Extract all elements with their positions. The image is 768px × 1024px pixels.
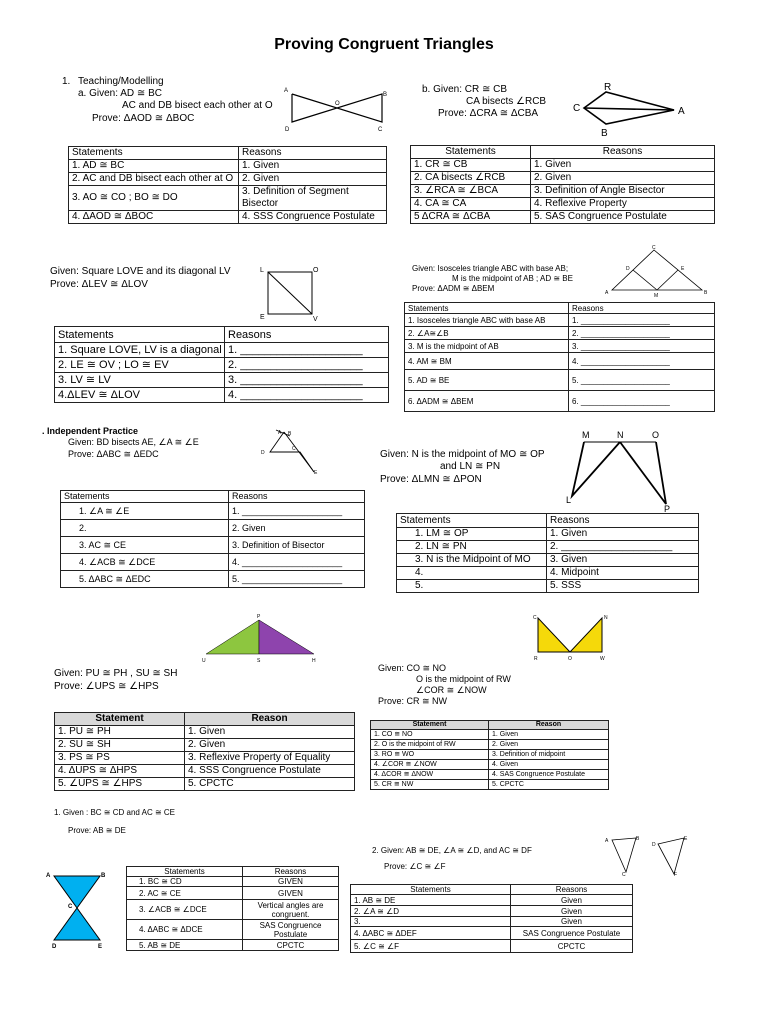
p1-fig-label-a: A — [284, 88, 289, 94]
p2-fig-label-a: A — [678, 106, 685, 117]
p10-reason: Given — [511, 895, 633, 906]
p4-fig-label-a: A — [605, 290, 609, 296]
p6-figure-two-triangles — [562, 428, 678, 512]
p10-fig-label-a: A — [605, 838, 609, 844]
p9-fig-label-e: E — [98, 944, 103, 950]
p8-given-2: O is the midpoint of RW — [416, 674, 511, 684]
p2-fig-label-b: B — [601, 128, 608, 138]
p5-fig-label-c: C — [292, 446, 296, 452]
p1-statement: 4. ΔAOD ≅ ΔBOC — [69, 211, 239, 224]
p6-statement: 5. — [397, 580, 547, 593]
p8-statement: 2. O is the midpoint of RW — [371, 740, 489, 750]
p5-statement: 5. ΔABC ≅ ΔEDC — [61, 571, 229, 588]
p4-fig-label-d: D — [626, 266, 630, 272]
p8-fig-label-r: R — [534, 656, 538, 662]
p2-statement: 4. CA ≅ CA — [411, 198, 531, 211]
p4-proof-table — [404, 302, 715, 412]
p1-figure-bowtie — [284, 84, 390, 132]
p9-given: 1. Given : BC ≅ CD and AC ≅ CE — [54, 808, 176, 817]
p7-fig-label-s: S — [257, 658, 261, 664]
p10-reason: SAS Congruence Postulate — [511, 927, 633, 940]
p4-given-2: M is the midpoint of AB ; AD ≅ BE — [452, 274, 573, 283]
p5-statement: 4. ∠ACB ≅ ∠DCE — [61, 554, 229, 571]
p1-header-reasons: Reasons — [239, 147, 387, 160]
p8-reason: 4. SAS Congruence Postulate — [489, 770, 609, 780]
p7-statement: 2. SU ≅ SH — [55, 739, 185, 752]
p1-fig-label-d: D — [285, 127, 290, 132]
p7-figure-colored-triangles — [196, 612, 326, 664]
p10-fig-label-d: D — [652, 842, 656, 848]
p6-statement: 3. N is the Midpoint of MO — [397, 554, 547, 567]
p9-header-statements: Statements — [127, 867, 243, 877]
p5-fig-label-a: A — [278, 430, 282, 436]
p10-reason: Given — [511, 917, 633, 927]
p1-heading: Teaching/Modelling — [78, 76, 164, 87]
p4-statement: 5. AD ≅ BE — [405, 370, 569, 391]
p9-reason: Vertical angles are congruent. — [243, 900, 339, 920]
p6-header-statements: Statements — [397, 514, 547, 528]
p6-statement: 1. LM ≅ OP — [397, 528, 547, 541]
p9-proof-table — [126, 866, 339, 951]
p1-fig-label-b: B — [383, 92, 388, 98]
p4-statement: 4. AM ≅ BM — [405, 353, 569, 370]
p1-number: 1. — [62, 76, 71, 87]
p5-reason: 3. Definition of Bisector — [229, 537, 365, 554]
p2-header-statements: Statements — [411, 146, 531, 159]
p3-prove: Prove: ΔLEV ≅ ΔLOV — [50, 279, 148, 290]
p7-reason: 1. Given — [185, 726, 355, 739]
p9-figure-hourglass — [44, 868, 110, 950]
p6-reason: 2. ____________________ — [547, 541, 699, 554]
p8-fig-label-o: O — [568, 656, 572, 662]
p3-statement: 4.ΔLEV ≅ ΔLOV — [55, 388, 225, 403]
p2-prove: Prove: ΔCRA ≅ ΔCBA — [438, 108, 539, 119]
p5-statement: 3. AC ≅ CE — [61, 537, 229, 554]
p2-reason: 2. Given — [531, 172, 715, 185]
p4-prove: Prove: ΔADM ≅ ΔBEM — [412, 284, 495, 293]
p1-statement: 1. AD ≅ BC — [69, 160, 239, 173]
p2-header-reasons: Reasons — [531, 146, 715, 159]
p9-reason: CPCTC — [243, 940, 339, 951]
p10-header-statements: Statements — [351, 885, 511, 895]
p9-reason: GIVEN — [243, 887, 339, 900]
p6-prove: Prove: ΔLMN ≅ ΔPON — [380, 474, 482, 485]
p7-header-statement: Statement — [55, 713, 185, 726]
p4-fig-label-c: C — [652, 245, 656, 251]
p5-fig-label-e: E — [314, 470, 318, 476]
p3-header-reasons: Reasons — [225, 327, 389, 343]
p4-fig-label-e: E — [681, 266, 685, 272]
p9-fig-label-a: A — [46, 873, 51, 879]
p3-header-statements: Statements — [55, 327, 225, 343]
p2-reason: 1. Given — [531, 159, 715, 172]
p10-reason: Given — [511, 906, 633, 917]
p1-reason: 3. Definition of Segment Bisector — [239, 186, 387, 211]
p7-proof-table — [54, 712, 355, 791]
p4-reason: 3. ____________________ — [569, 340, 715, 353]
p10-given: 2. Given: AB ≅ DE, ∠A ≅ ∠D, and AC ≅ DF — [372, 846, 532, 855]
p8-reason: 1. Given — [489, 730, 609, 740]
p4-statement: 2. ∠A≅∠B — [405, 327, 569, 340]
p4-reason: 2. ____________________ — [569, 327, 715, 340]
p6-header-reasons: Reasons — [547, 514, 699, 528]
p6-given-1: Given: N is the midpoint of MO ≅ OP — [380, 449, 545, 460]
p4-given-1: Given: Isosceles triangle ABC with base AB; — [412, 264, 569, 273]
p6-reason: 3. Given — [547, 554, 699, 567]
p3-figure-square — [258, 264, 322, 322]
p8-header-reason: Reason — [489, 721, 609, 730]
p4-statement: 6. ΔADM ≅ ΔBEM — [405, 391, 569, 412]
p2-statement: 1. CR ≅ CB — [411, 159, 531, 172]
p6-given-2: and LN ≅ PN — [440, 461, 501, 472]
p6-fig-label-p: P — [664, 504, 671, 512]
p8-fig-label-w: W — [600, 656, 605, 662]
p9-statement: 5. AB ≅ DE — [127, 940, 243, 951]
p5-reason: 5. ____________________ — [229, 571, 365, 588]
p3-fig-label-e: E — [260, 314, 265, 321]
p9-statement: 4. ΔABC ≅ ΔDCE — [127, 920, 243, 940]
p9-fig-label-b: B — [101, 873, 106, 879]
p2-statement: 5 ΔCRA ≅ ΔCBA — [411, 211, 531, 224]
p9-reason: GIVEN — [243, 877, 339, 887]
p1-reason: 1. Given — [239, 160, 387, 173]
p5-header-reasons: Reasons — [229, 491, 365, 503]
p2-statement: 3. ∠RCA ≅ ∠BCA — [411, 185, 531, 198]
p5-reason: 1. ____________________ — [229, 503, 365, 520]
p5-reason: 2. Given — [229, 520, 365, 537]
p6-fig-label-o: O — [652, 430, 660, 440]
p8-statement: 1. CO ≅ NO — [371, 730, 489, 740]
p10-fig-label-e: E — [684, 836, 688, 842]
p9-statement: 3. ∠ACB ≅ ∠DCE — [127, 900, 243, 920]
p8-header-statement: Statement — [371, 721, 489, 730]
p3-reason: 4. ____________________ — [225, 388, 389, 403]
p5-proof-table — [60, 490, 365, 588]
p7-given: Given: PU ≅ PH , SU ≅ SH — [54, 668, 178, 679]
p4-header-statements: Statements — [405, 303, 569, 314]
p7-statement: 1. PU ≅ PH — [55, 726, 185, 739]
p7-fig-label-u: U — [202, 658, 206, 664]
p2-reason: 3. Definition of Angle Bisector — [531, 185, 715, 198]
p3-statement: 3. LV ≅ LV — [55, 373, 225, 388]
p2-given-1: b. Given: CR ≅ CB — [422, 84, 508, 95]
p1-reason: 4. SSS Congruence Postulate — [239, 211, 387, 224]
p10-header-reasons: Reasons — [511, 885, 633, 895]
p3-given: Given: Square LOVE and its diagonal LV — [50, 266, 231, 277]
p7-reason: 3. Reflexive Property of Equality — [185, 752, 355, 765]
p10-fig-label-c: C — [622, 872, 626, 876]
p8-fig-label-c: C — [533, 615, 537, 621]
p6-statement: 4. — [397, 567, 547, 580]
p1-given-2: AC and DB bisect each other at O — [122, 100, 273, 111]
p10-statement: 5. ∠C ≅ ∠F — [351, 940, 511, 953]
p5-statement: 2. — [61, 520, 229, 537]
p8-statement: 3. RO ≅ WO — [371, 750, 489, 760]
p2-figure-kite — [568, 80, 692, 138]
p9-header-reasons: Reasons — [243, 867, 339, 877]
p3-fig-label-v: V — [313, 316, 318, 322]
p7-reason: 4. SSS Congruence Postulate — [185, 765, 355, 778]
p7-header-reason: Reason — [185, 713, 355, 726]
p6-reason: 5. SSS — [547, 580, 699, 593]
p8-statement: 4. ΔCOR ≅ ΔNOW — [371, 770, 489, 780]
p4-reason: 4. ____________________ — [569, 353, 715, 370]
p8-statement: 5. CR ≅ NW — [371, 780, 489, 790]
p3-reason: 1. ____________________ — [225, 343, 389, 358]
p5-fig-label-b: B — [288, 431, 292, 437]
p5-statement: 1. ∠A ≅ ∠E — [61, 503, 229, 520]
p3-statement: 1. Square LOVE, LV is a diagonal — [55, 343, 225, 358]
p9-fig-label-c: C — [68, 904, 73, 910]
p1-reason: 2. Given — [239, 173, 387, 186]
p1-proof-table — [68, 146, 387, 224]
p7-reason: 5. CPCTC — [185, 778, 355, 791]
p2-reason: 4. Reflexive Property — [531, 198, 715, 211]
p9-reason: SAS Congruence Postulate — [243, 920, 339, 940]
p6-reason: 1. Given — [547, 528, 699, 541]
p9-statement: 1. BC ≅ CD — [127, 877, 243, 887]
p9-fig-label-d: D — [52, 944, 57, 950]
p3-reason: 3. ____________________ — [225, 373, 389, 388]
p8-prove: Prove: CR ≅ NW — [378, 696, 448, 706]
p5-fig-label-d: D — [261, 450, 265, 456]
p10-statement: 2. ∠A ≅ ∠D — [351, 906, 511, 917]
p4-statement: 1. Isosceles triangle ABC with base AB — [405, 314, 569, 327]
p8-reason: 3. Definition of midpoint — [489, 750, 609, 760]
p2-statement: 2. CA bisects ∠RCB — [411, 172, 531, 185]
p10-fig-label-f: F — [674, 872, 678, 876]
p7-statement: 3. PS ≅ PS — [55, 752, 185, 765]
p6-fig-label-l: L — [566, 495, 572, 505]
p2-given-2: CA bisects ∠RCB — [466, 96, 547, 107]
p1-given-1: a. Given: AD ≅ BC — [78, 88, 162, 99]
p4-statement: 3. M is the midpoint of AB — [405, 340, 569, 353]
p10-fig-label-b: B — [636, 836, 640, 842]
p2-fig-label-r: R — [604, 82, 612, 93]
p4-fig-label-b: B — [704, 290, 708, 296]
p8-reason: 5. CPCTC — [489, 780, 609, 790]
p6-statement: 2. LN ≅ PN — [397, 541, 547, 554]
p1-header-statements: Statements — [69, 147, 239, 160]
p8-reason: 4. Given — [489, 760, 609, 770]
p5-prove: Prove: ΔABC ≅ ΔEDC — [68, 449, 159, 459]
p3-reason: 2. ____________________ — [225, 358, 389, 373]
p4-fig-label-m: M — [654, 293, 659, 298]
p10-statement: 3. — [351, 917, 511, 927]
p5-given: Given: BD bisects AE, ∠A ≅ ∠E — [68, 437, 199, 447]
p10-proof-table — [350, 884, 633, 953]
section-heading-independent-practice: . Independent Practice — [42, 426, 139, 436]
p3-statement: 2. LE ≅ OV ; LO ≅ EV — [55, 358, 225, 373]
p8-fig-label-n: N — [604, 615, 608, 621]
p1-statement: 2. AC and DB bisect each other at O — [69, 173, 239, 186]
p10-prove: Prove: ∠C ≅ ∠F — [384, 862, 446, 871]
p7-reason: 2. Given — [185, 739, 355, 752]
p6-fig-label-n: N — [617, 430, 624, 440]
p4-header-reasons: Reasons — [569, 303, 715, 314]
p6-proof-table — [396, 513, 699, 593]
p8-figure-yellow-triangles — [530, 614, 614, 664]
p4-reason: 6. ____________________ — [569, 391, 715, 412]
p1-fig-label-c: C — [378, 127, 383, 132]
p4-reason: 5. ____________________ — [569, 370, 715, 391]
p2-proof-table — [410, 145, 715, 224]
p1-statement: 3. AO ≅ CO ; BO ≅ DO — [69, 186, 239, 211]
p1-prove: Prove: ΔAOD ≅ ΔBOC — [92, 113, 195, 124]
p6-reason: 4. Midpoint — [547, 567, 699, 580]
p2-reason: 5. SAS Congruence Postulate — [531, 211, 715, 224]
p3-proof-table — [54, 326, 389, 403]
p7-statement: 5. ∠UPS ≅ ∠HPS — [55, 778, 185, 791]
p5-reason: 4. ____________________ — [229, 554, 365, 571]
p3-fig-label-o: O — [313, 267, 319, 274]
p6-fig-label-m: M — [582, 430, 590, 440]
p8-given-3: ∠COR ≅ ∠NOW — [416, 685, 487, 695]
p1-fig-label-o: O — [335, 101, 340, 107]
p5-figure-crossed-triangles — [256, 428, 322, 478]
p4-reason: 1. ____________________ — [569, 314, 715, 327]
p10-reason: CPCTC — [511, 940, 633, 953]
p10-figure-two-triangles — [604, 832, 694, 876]
p7-statement: 4. ΔUPS ≅ ΔHPS — [55, 765, 185, 778]
p4-figure-isosceles — [604, 244, 710, 298]
p8-proof-table — [370, 720, 609, 790]
p7-fig-label-p: P — [257, 614, 261, 620]
p8-reason: 2. Given — [489, 740, 609, 750]
p7-fig-label-h: H — [312, 658, 316, 664]
p9-statement: 2. AC ≅ CE — [127, 887, 243, 900]
p5-header-statements: Statements — [61, 491, 229, 503]
p2-fig-label-c: C — [573, 103, 581, 114]
p8-given-1: Given: CO ≅ NO — [378, 663, 447, 673]
p10-statement: 4. ΔABC ≅ ΔDEF — [351, 927, 511, 940]
p9-prove: Prove: AB ≅ DE — [68, 826, 126, 835]
p7-prove: Prove: ∠UPS ≅ ∠HPS — [54, 681, 159, 692]
p10-statement: 1. AB ≅ DE — [351, 895, 511, 906]
page-title: Proving Congruent Triangles — [274, 36, 494, 53]
p8-statement: 4. ∠COR ≅ ∠NOW — [371, 760, 489, 770]
p3-fig-label-l: L — [260, 267, 264, 274]
